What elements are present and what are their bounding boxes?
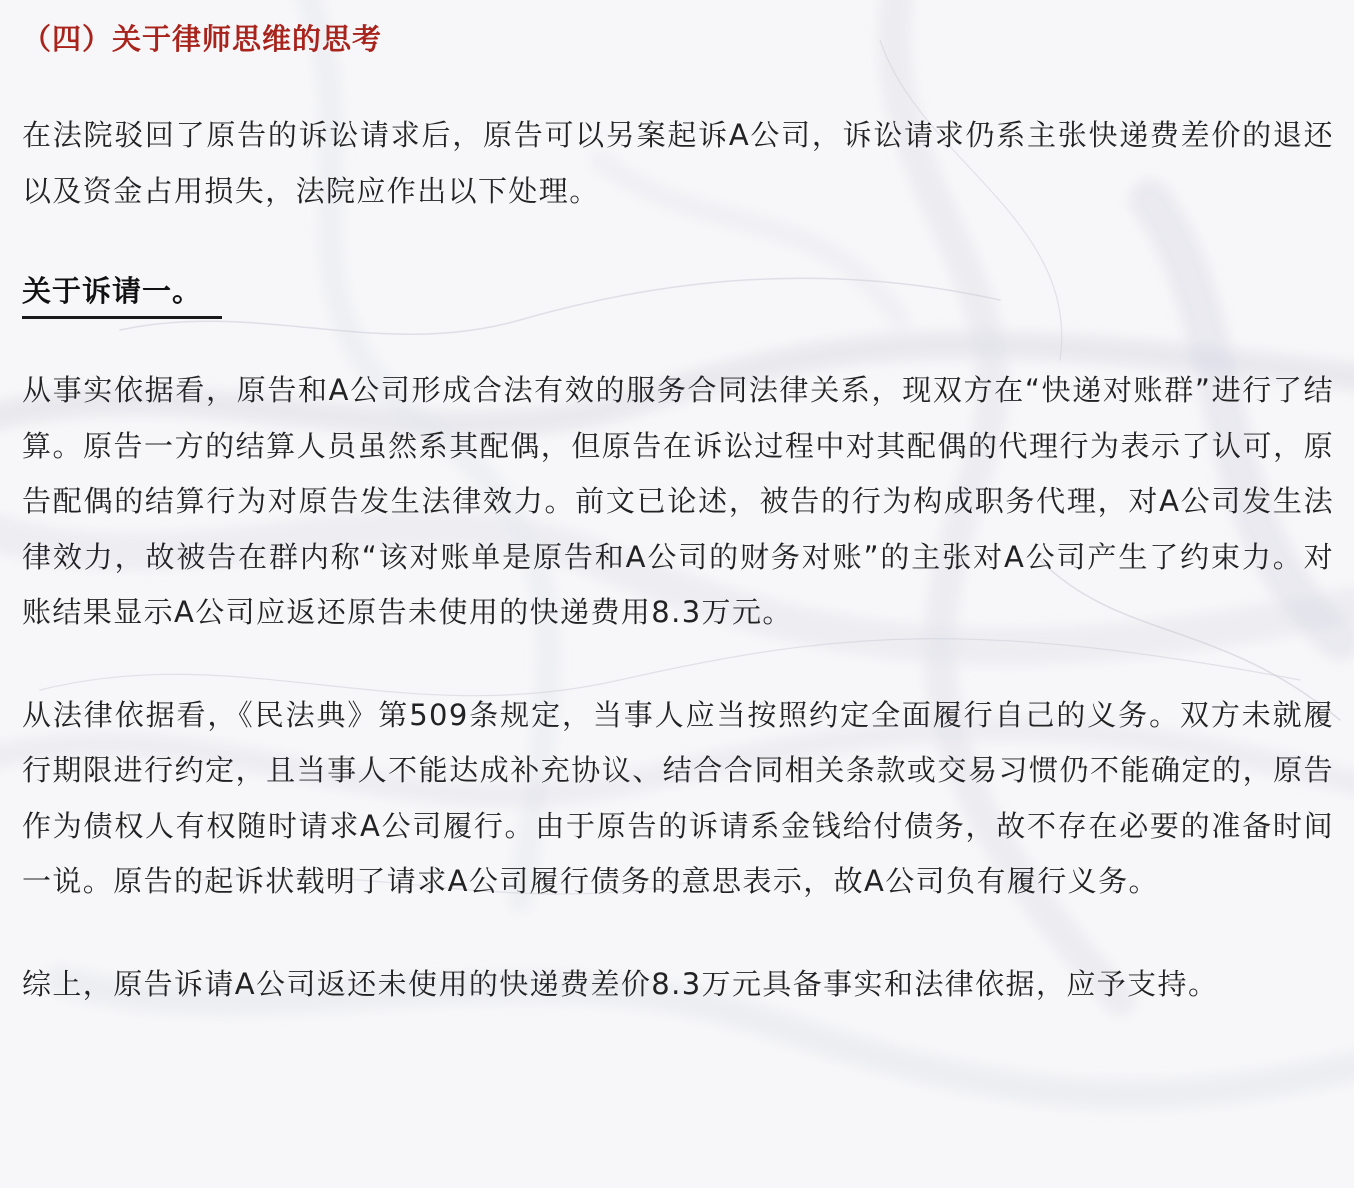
section-heading: （四）关于律师思维的思考	[22, 22, 383, 56]
intro-paragraph: 在法院驳回了原告的诉讼请求后，原告可以另案起诉A公司，诉讼请求仍系主张快递费差价的退还以及资金占用损失，法院应作出以下处理。	[22, 118, 1334, 208]
conclusion-paragraph: 综上，原告诉请A公司返还未使用的快递费差价8.3万元具备事实和法律依据，应予支持。	[22, 966, 1219, 1001]
claim-one-subheading: 关于诉请一。	[22, 271, 222, 319]
legal-basis-paragraph: 从法律依据看，《民法典》第509条规定，当事人应当按照约定全面履行自己的义务。双方未就履行期限进行约定，且当事人不能达成补充协议、结合合同相关条款或交易习惯仍不能确定的，原告作为债权人有权随时请求A公司履行。由于原告的诉请系金钱给付债务，故不存在必要的准备时间一说。原告的起诉状载明了请求A公司履行债务的意思表示，故A公司负有履行义务。	[22, 697, 1334, 898]
factual-basis-paragraph: 从事实依据看，原告和A公司形成合法有效的服务合同法律关系，现双方在“快递对账群”进行了结算。原告一方的结算人员虽然系其配偶，但原告在诉讼过程中对其配偶的代理行为表示了认可，原告配偶的结算行为对原告发生法律效力。前文已论述，被告的行为构成职务代理，对A公司发生法律效力，故被告在群内称“该对账单是原告和A公司的财务对账”的主张对A公司产生了约束力。对账结果显示A公司应返还原告未使用的快递费用8.3万元。	[22, 373, 1334, 629]
